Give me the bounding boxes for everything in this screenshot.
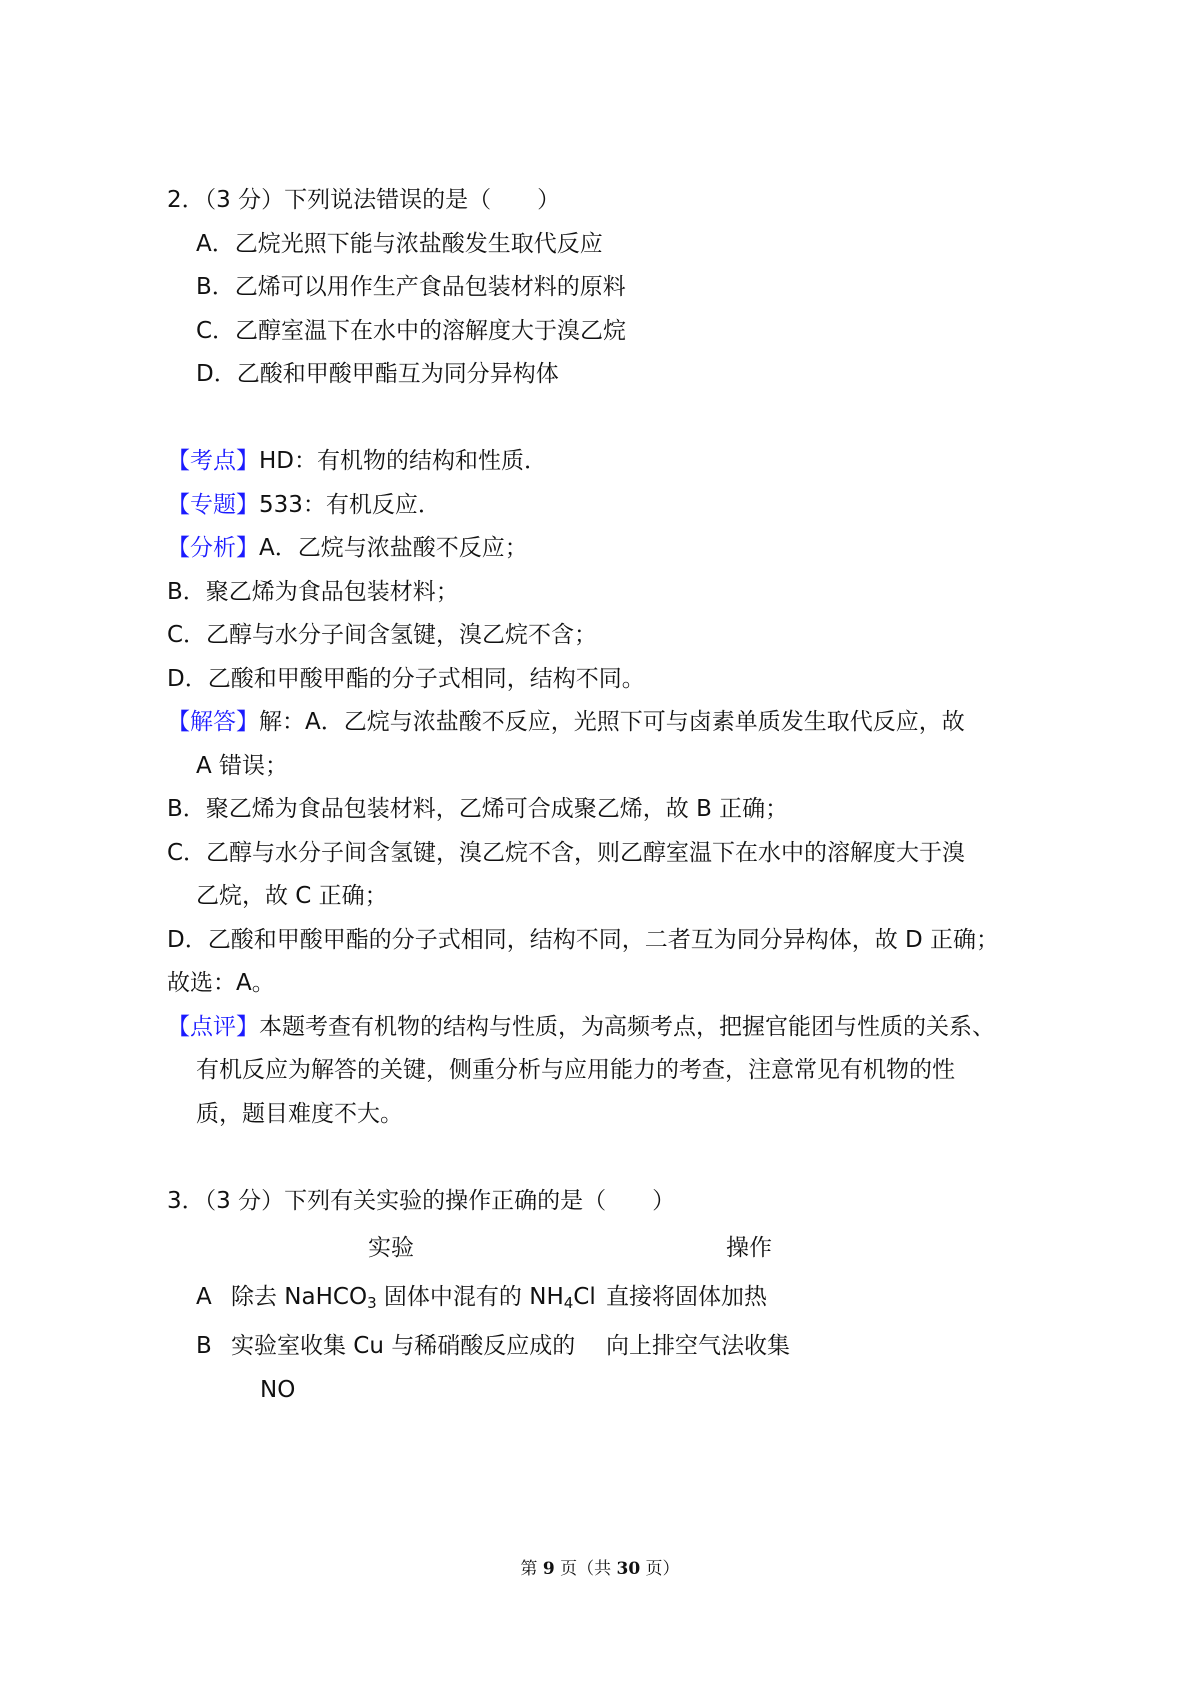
dianping-cont2: 质，题目难度不大。 (196, 1101, 403, 1127)
jieda-d: D．乙酸和甲酸甲酯的分子式相同，结构不同，二者互为同分异构体，故 D 正确； (167, 927, 1000, 953)
q3-row-b-experiment-line2: NO (260, 1377, 296, 1403)
jieda-c-cont: 乙烷，故 C 正确； (196, 883, 388, 909)
dianping-line (167, 1011, 995, 1043)
q3-stem: 3．（3 分）下列有关实验的操作正确的是（ ） (167, 1188, 676, 1214)
q3-row-a-exp-pre: 除去 NaHCO (231, 1284, 368, 1310)
kaodian-tag: 【考点】 (167, 448, 259, 474)
jieda-choice: 故选：A。 (167, 970, 275, 996)
jieda-c: C．乙醇与水分子间含氢键，溴乙烷不含，则乙醇室温下在水中的溶解度大于溴 (167, 840, 966, 866)
footer-page-number: 9 (542, 1559, 555, 1579)
q2-option-c: C．乙醇室温下在水中的溶解度大于溴乙烷 (196, 318, 627, 344)
q3-row-a-operation: 直接将固体加热 (606, 1284, 767, 1310)
dianping-text: 本题考查有机物的结构与性质，为高频考点，把握官能团与性质的关系、 (259, 1014, 995, 1040)
zhuanti-line (167, 489, 441, 521)
q3-row-b-operation: 向上排空气法收集 (606, 1333, 790, 1359)
q3-row-b-experiment-line1: 实验室收集 Cu 与稀硝酸反应成的 (231, 1333, 576, 1359)
q3-col-operation: 操作 (726, 1235, 772, 1261)
footer-mid: 页（共 (554, 1559, 617, 1579)
q3-row-b-label: B (196, 1333, 212, 1359)
q3-col-experiment: 实验 (368, 1235, 414, 1261)
zhuanti-tag: 【专题】 (167, 492, 259, 518)
dianping-tag: 【点评】 (167, 1014, 259, 1040)
fenxi-tag: 【分析】 (167, 535, 259, 561)
q2-option-a: A．乙烷光照下能与浓盐酸发生取代反应 (196, 231, 603, 257)
fenxi-line-d: D．乙酸和甲酸甲酯的分子式相同，结构不同。 (167, 666, 645, 692)
page-footer (0, 1557, 1200, 1581)
jieda-text: 解：A．乙烷与浓盐酸不反应，光照下可与卤素单质发生取代反应，故 (259, 709, 965, 735)
fenxi-line (167, 532, 528, 564)
fenxi-line-b: B．聚乙烯为食品包装材料； (167, 579, 459, 605)
q3-row-a-exp-mid: 固体中混有的 NH (376, 1284, 564, 1310)
footer-post: 页） (640, 1559, 680, 1579)
q3-row-a-exp-post: Cl (573, 1284, 596, 1310)
footer-pre: 第 (520, 1559, 543, 1579)
q3-row-a-exp-sub2: 4 (563, 1294, 574, 1312)
q3-row-a-exp-sub1: 3 (367, 1294, 377, 1312)
q3-row-a-label: A (196, 1284, 212, 1310)
dianping-cont1: 有机反应为解答的关键，侧重分析与应用能力的考查，注意常见有机物的性 (196, 1057, 955, 1083)
jieda-cont: A 错误； (196, 753, 289, 779)
q2-stem: 2．（3 分）下列说法错误的是（ ） (167, 187, 561, 213)
jieda-line (167, 706, 965, 738)
q3-row-a-experiment (231, 1281, 596, 1313)
footer-total-pages: 30 (616, 1559, 641, 1579)
jieda-tag: 【解答】 (167, 709, 259, 735)
q2-option-d: D．乙酸和甲酸甲酯互为同分异构体 (196, 361, 559, 387)
fenxi-line-c: C．乙醇与水分子间含氢键，溴乙烷不含； (167, 622, 598, 648)
q2-option-b: B．乙烯可以用作生产食品包装材料的原料 (196, 274, 626, 300)
zhuanti-text: 533：有机反应． (259, 492, 441, 518)
fenxi-text: A．乙烷与浓盐酸不反应； (259, 535, 528, 561)
kaodian-line (167, 445, 547, 477)
jieda-b: B．聚乙烯为食品包装材料，乙烯可合成聚乙烯，故 B 正确； (167, 796, 789, 822)
kaodian-text: HD：有机物的结构和性质． (259, 448, 548, 474)
